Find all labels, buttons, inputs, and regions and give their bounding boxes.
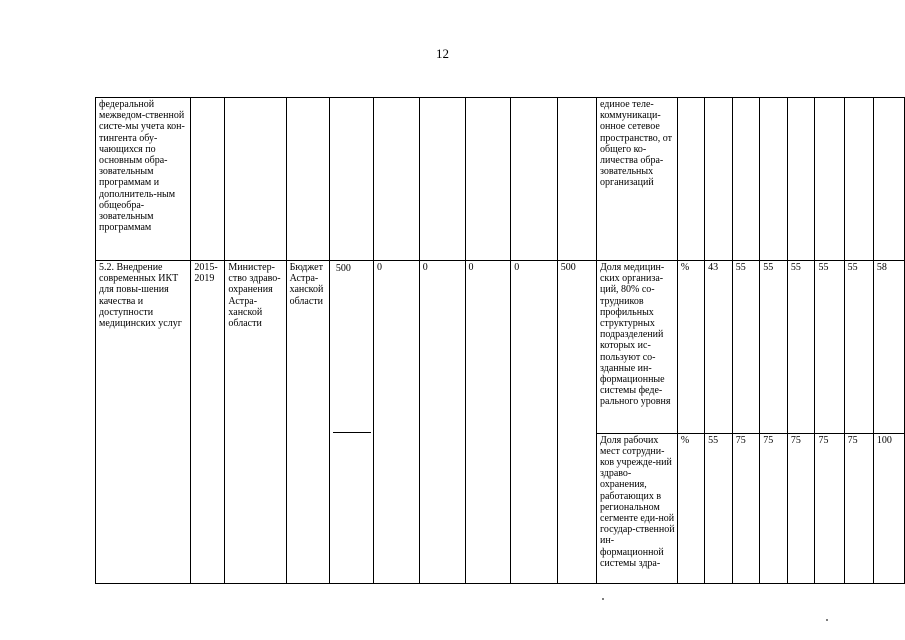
- indicator-text: Доля медицин-ских организа-ций, 80% со-трудников профильных структурных подразделений которых ис-пользуют со-зданные ин-формационные системы феде-рального уровня: [596, 261, 677, 434]
- empty-cell: [844, 98, 873, 261]
- indicator-value: 55: [760, 261, 788, 434]
- continuation-event-name: федеральной межведом-ственной систе-мы учета кон-тингента обу-чающихся по основным обра-зовательным программам и дополнитель-ным общеобра-зовательным программам: [96, 98, 191, 261]
- indicator-value: 55: [815, 261, 844, 434]
- indicator-value: 58: [873, 261, 904, 434]
- funding-source: Бюджет Астра-ханской области: [286, 261, 329, 584]
- indicator-value: 55: [844, 261, 873, 434]
- executor: Министер-ство здраво-охранения Астра-ханской области: [225, 261, 286, 584]
- empty-cell: [557, 98, 596, 261]
- empty-cell: [419, 98, 465, 261]
- event-name: 5.2. Внедрение современных ИКТ для повы-шения качества и доступности медицинских услуг: [96, 261, 191, 584]
- amount-2015: 0: [374, 261, 420, 584]
- amount-2018: 0: [511, 261, 558, 584]
- empty-cell: [333, 432, 371, 583]
- amount-2019: 500: [557, 261, 596, 584]
- table-row: [96, 261, 905, 434]
- empty-cell: [787, 98, 815, 261]
- page-number: 12: [436, 46, 449, 61]
- indicator-text: Доля рабочих мест сотрудни-ков учрежде-ний здраво-охранения, работающих в региональном сегменте еди-ной государ-ственной ин-формационной системы здра-: [596, 433, 677, 583]
- empty-cell: [760, 98, 788, 261]
- continuation-indicator: единое теле-коммуникаци-онное сетевое пространство, от общего ко-личества обра-зовательных организаций: [596, 98, 677, 261]
- empty-cell: [374, 98, 420, 261]
- empty-cell: [705, 98, 733, 261]
- empty-cell: [511, 98, 558, 261]
- indicator-value: 75: [732, 433, 760, 583]
- empty-cell: [225, 98, 286, 261]
- indicator-value: 75: [787, 433, 815, 583]
- indicator-value: 55: [732, 261, 760, 434]
- indicator-unit: %: [677, 261, 704, 434]
- amount-2017: 0: [465, 261, 511, 584]
- empty-cell: [191, 98, 225, 261]
- indicator-unit: %: [677, 433, 704, 583]
- indicator-value: 75: [760, 433, 788, 583]
- empty-cell: [329, 98, 373, 261]
- amount-2016: 0: [419, 261, 465, 584]
- indicator-value: 43: [705, 261, 733, 434]
- scan-speck: [602, 598, 604, 600]
- empty-cell: [873, 98, 904, 261]
- indicator-value: 100: [873, 433, 904, 583]
- program-table: [95, 97, 905, 584]
- empty-cell: [465, 98, 511, 261]
- empty-cell: [286, 98, 329, 261]
- period: 2015-2019: [191, 261, 225, 584]
- amount-total: 500: [335, 263, 351, 274]
- empty-cell: [815, 98, 844, 261]
- indicator-value: 75: [815, 433, 844, 583]
- continuation-row: [96, 98, 905, 261]
- indicator-value: 55: [787, 261, 815, 434]
- empty-cell: [732, 98, 760, 261]
- scan-speck: [826, 619, 828, 621]
- empty-cell: [677, 98, 704, 261]
- indicator-value: 75: [844, 433, 873, 583]
- amount-total-cell: [329, 261, 373, 584]
- indicator-value: 55: [705, 433, 733, 583]
